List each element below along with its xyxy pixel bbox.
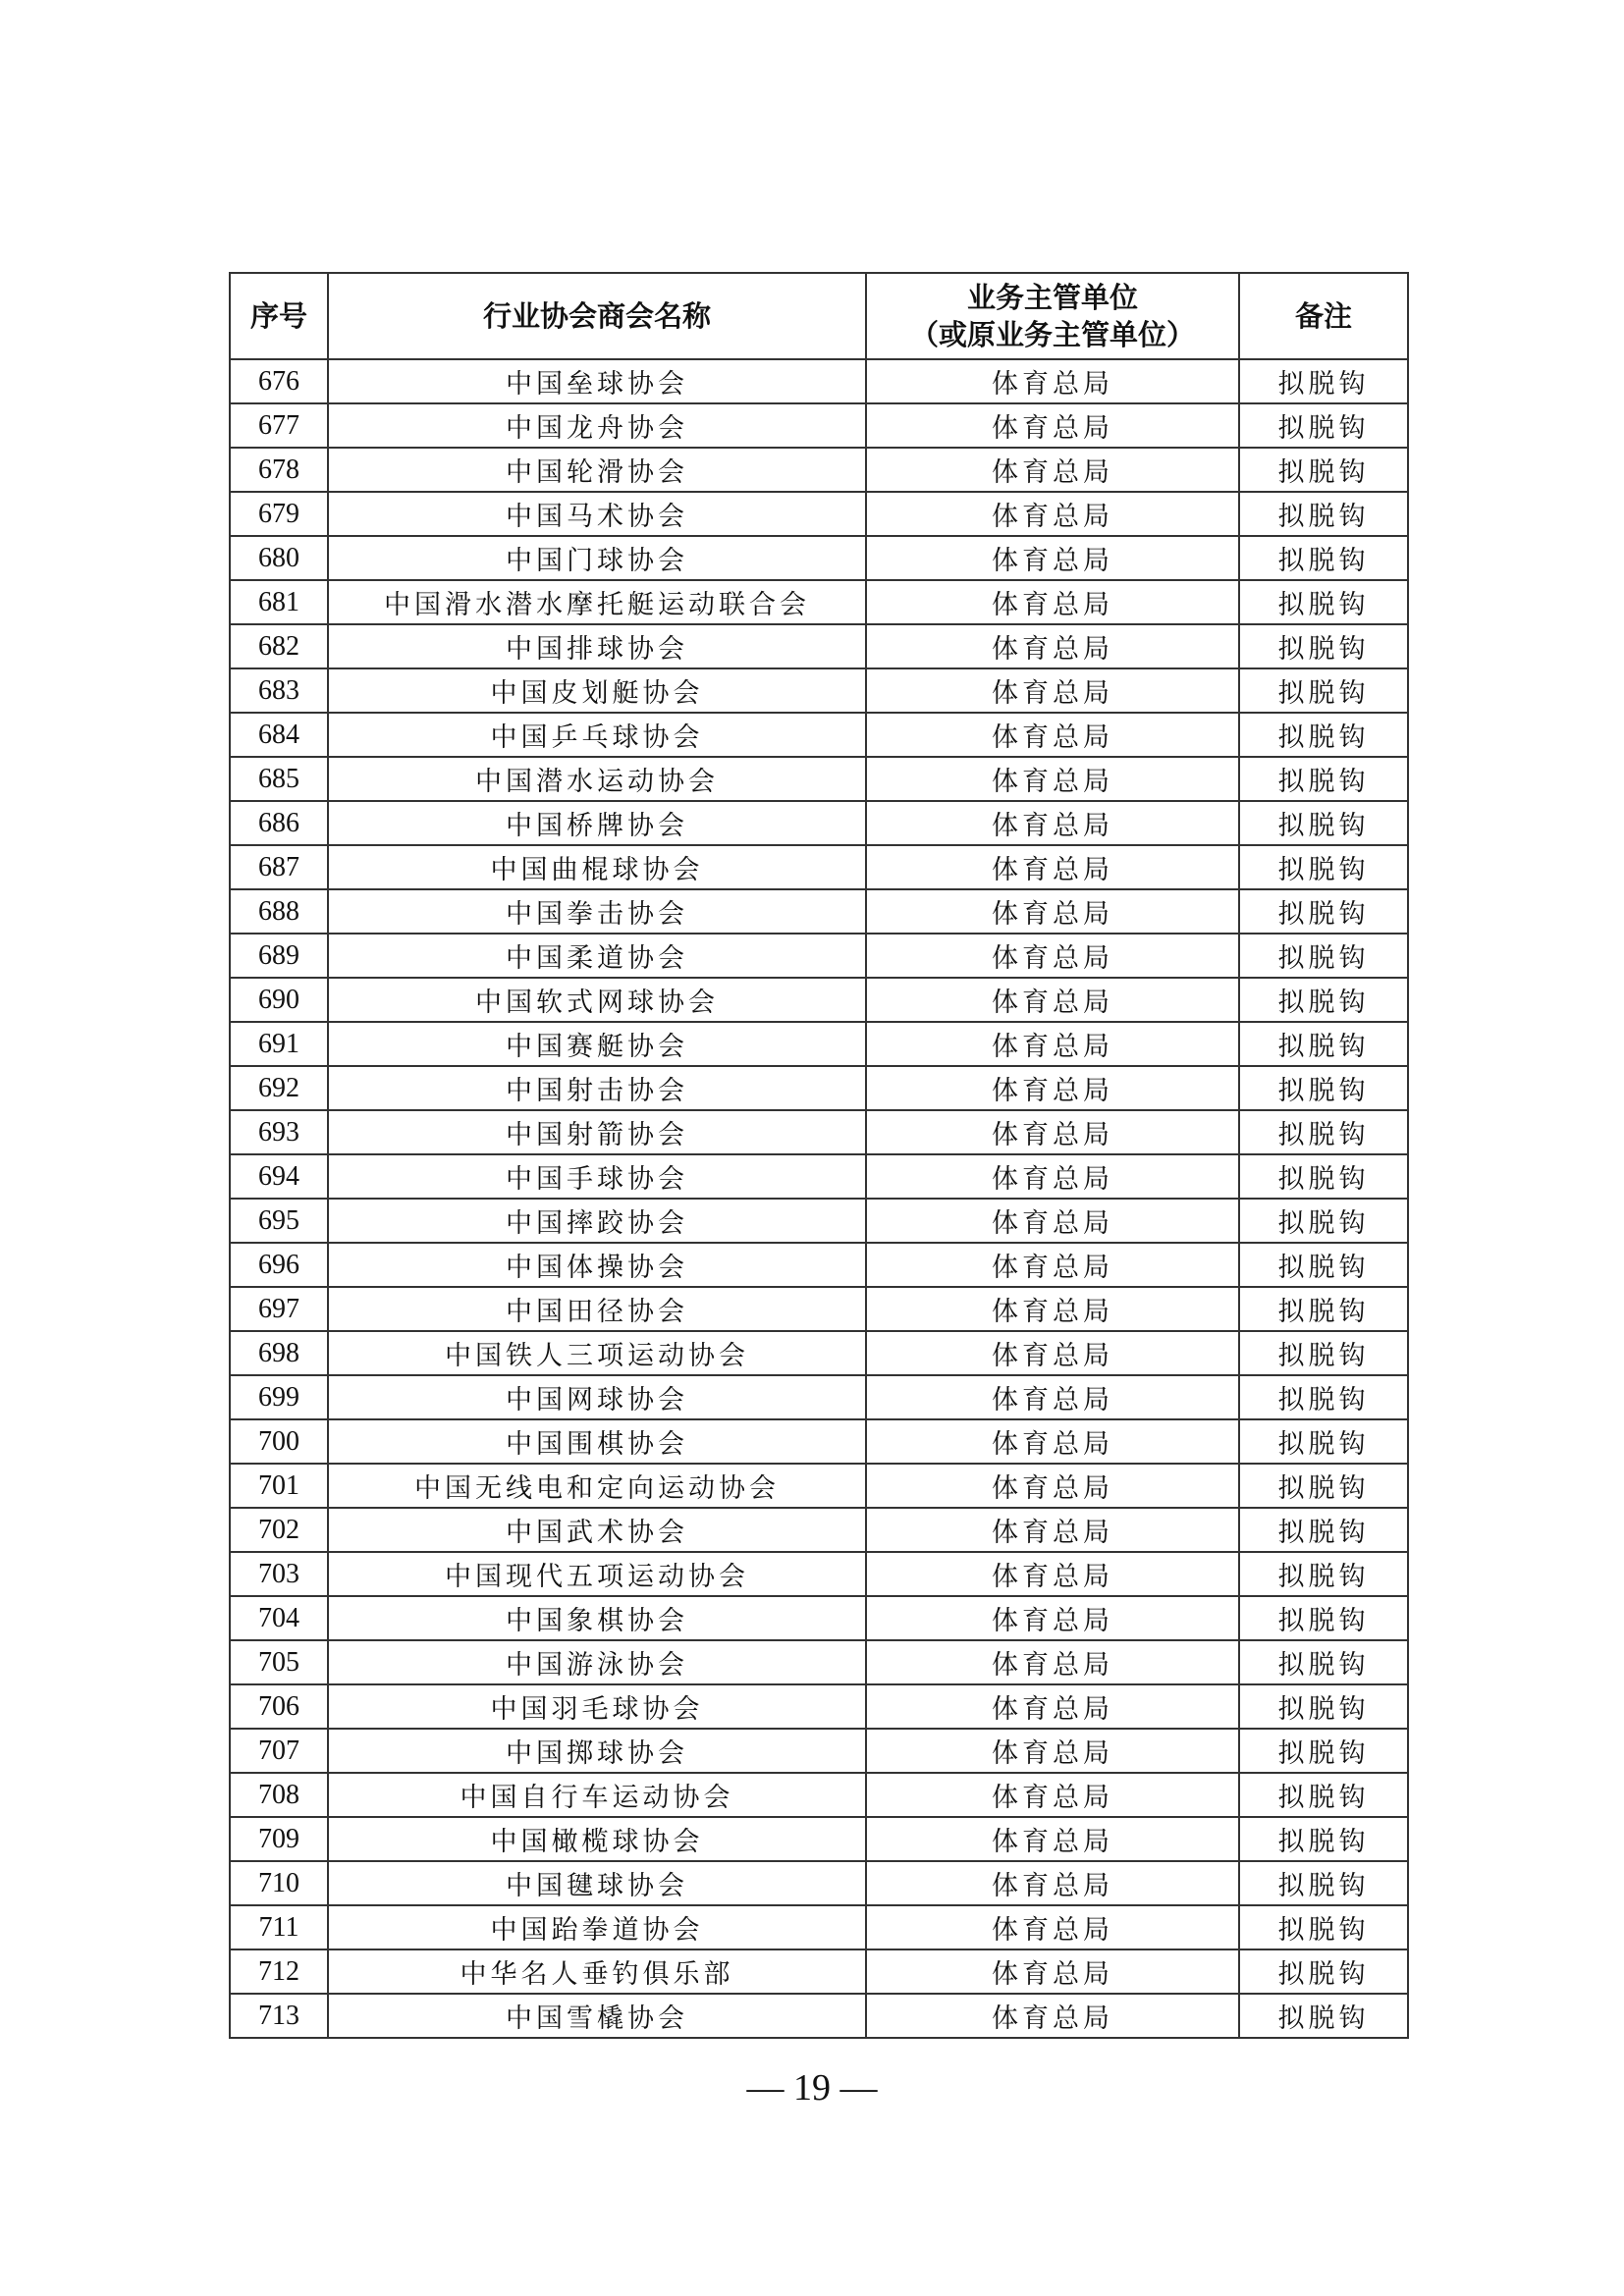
- remark: 拟脱钩: [1239, 801, 1408, 845]
- row-number: 692: [230, 1066, 328, 1110]
- supervising-unit: 体育总局: [866, 1243, 1239, 1287]
- supervising-unit: 体育总局: [866, 1905, 1239, 1949]
- remark: 拟脱钩: [1239, 1331, 1408, 1375]
- association-name: 中国垒球协会: [328, 359, 866, 403]
- table-row: [230, 1419, 1408, 1464]
- remark: 拟脱钩: [1239, 1287, 1408, 1331]
- table-row: [230, 1243, 1408, 1287]
- association-name: 中国射击协会: [328, 1066, 866, 1110]
- remark: 拟脱钩: [1239, 1243, 1408, 1287]
- association-name: 中国围棋协会: [328, 1419, 866, 1464]
- row-number: 691: [230, 1022, 328, 1066]
- supervising-unit: 体育总局: [866, 1110, 1239, 1154]
- association-name: 中国软式网球协会: [328, 978, 866, 1022]
- association-name: 中国橄榄球协会: [328, 1817, 866, 1861]
- association-name: 中国游泳协会: [328, 1640, 866, 1684]
- remark: 拟脱钩: [1239, 1552, 1408, 1596]
- remark: 拟脱钩: [1239, 1375, 1408, 1419]
- row-number: 687: [230, 845, 328, 889]
- supervising-unit: 体育总局: [866, 757, 1239, 801]
- table-row: [230, 1508, 1408, 1552]
- row-number: 707: [230, 1729, 328, 1773]
- supervising-unit: 体育总局: [866, 1287, 1239, 1331]
- table-row: [230, 1596, 1408, 1640]
- row-number: 688: [230, 889, 328, 934]
- association-name: 中国曲棍球协会: [328, 845, 866, 889]
- supervising-unit: 体育总局: [866, 1773, 1239, 1817]
- supervising-unit: 体育总局: [866, 1419, 1239, 1464]
- remark: 拟脱钩: [1239, 1464, 1408, 1508]
- association-name: 中国自行车运动协会: [328, 1773, 866, 1817]
- association-name: 中国田径协会: [328, 1287, 866, 1331]
- table-row: [230, 1154, 1408, 1199]
- table-row: [230, 1110, 1408, 1154]
- supervising-unit: 体育总局: [866, 1022, 1239, 1066]
- remark: 拟脱钩: [1239, 1949, 1408, 1994]
- supervising-unit: 体育总局: [866, 1640, 1239, 1684]
- supervising-unit: 体育总局: [866, 580, 1239, 624]
- remark: 拟脱钩: [1239, 1994, 1408, 2038]
- remark: 拟脱钩: [1239, 757, 1408, 801]
- supervising-unit: 体育总局: [866, 1508, 1239, 1552]
- table-row: [230, 889, 1408, 934]
- table-row: [230, 1773, 1408, 1817]
- table-body: [230, 359, 1408, 2038]
- remark: 拟脱钩: [1239, 448, 1408, 492]
- supervising-unit: 体育总局: [866, 624, 1239, 668]
- table-row: [230, 845, 1408, 889]
- row-number: 685: [230, 757, 328, 801]
- association-name: 中国摔跤协会: [328, 1199, 866, 1243]
- row-number: 689: [230, 934, 328, 978]
- header-row: [230, 273, 1408, 359]
- row-number: 679: [230, 492, 328, 536]
- remark: 拟脱钩: [1239, 713, 1408, 757]
- row-number: 680: [230, 536, 328, 580]
- row-number: 698: [230, 1331, 328, 1375]
- remark: 拟脱钩: [1239, 403, 1408, 448]
- association-name: 中国赛艇协会: [328, 1022, 866, 1066]
- association-name: 中国手球协会: [328, 1154, 866, 1199]
- row-number: 676: [230, 359, 328, 403]
- table-row: [230, 1994, 1408, 2038]
- row-number: 708: [230, 1773, 328, 1817]
- supervising-unit: 体育总局: [866, 801, 1239, 845]
- row-number: 711: [230, 1905, 328, 1949]
- remark: 拟脱钩: [1239, 1154, 1408, 1199]
- remark: 拟脱钩: [1239, 1508, 1408, 1552]
- table-row: [230, 448, 1408, 492]
- table-row: [230, 1375, 1408, 1419]
- table-row: [230, 403, 1408, 448]
- supervising-unit: 体育总局: [866, 448, 1239, 492]
- table-row: [230, 1022, 1408, 1066]
- association-name: 中国轮滑协会: [328, 448, 866, 492]
- header-authority-line1: 业务主管单位: [966, 281, 1138, 314]
- table-row: [230, 1464, 1408, 1508]
- association-name: 中华名人垂钓俱乐部: [328, 1949, 866, 1994]
- table-row: [230, 978, 1408, 1022]
- row-number: 697: [230, 1287, 328, 1331]
- remark: 拟脱钩: [1239, 1022, 1408, 1066]
- table-row: [230, 713, 1408, 757]
- table-row: [230, 934, 1408, 978]
- association-name: 中国跆拳道协会: [328, 1905, 866, 1949]
- association-name: 中国象棋协会: [328, 1596, 866, 1640]
- remark: 拟脱钩: [1239, 978, 1408, 1022]
- association-name: 中国乒乓球协会: [328, 713, 866, 757]
- row-number: 686: [230, 801, 328, 845]
- header-remark: 备注: [1239, 273, 1408, 359]
- supervising-unit: 体育总局: [866, 403, 1239, 448]
- remark: 拟脱钩: [1239, 1199, 1408, 1243]
- association-name: 中国马术协会: [328, 492, 866, 536]
- table-row: [230, 1331, 1408, 1375]
- row-number: 706: [230, 1684, 328, 1729]
- row-number: 677: [230, 403, 328, 448]
- row-number: 683: [230, 668, 328, 713]
- row-number: 693: [230, 1110, 328, 1154]
- supervising-unit: 体育总局: [866, 492, 1239, 536]
- header-authority: [866, 273, 1239, 359]
- supervising-unit: 体育总局: [866, 1331, 1239, 1375]
- association-name: 中国龙舟协会: [328, 403, 866, 448]
- supervising-unit: 体育总局: [866, 889, 1239, 934]
- supervising-unit: 体育总局: [866, 1199, 1239, 1243]
- association-name: 中国武术协会: [328, 1508, 866, 1552]
- remark: 拟脱钩: [1239, 359, 1408, 403]
- table-row: [230, 1684, 1408, 1729]
- supervising-unit: 体育总局: [866, 1375, 1239, 1419]
- association-name: 中国无线电和定向运动协会: [328, 1464, 866, 1508]
- association-name: 中国射箭协会: [328, 1110, 866, 1154]
- row-number: 694: [230, 1154, 328, 1199]
- remark: 拟脱钩: [1239, 536, 1408, 580]
- association-name: 中国现代五项运动协会: [328, 1552, 866, 1596]
- header-authority-line2: （或原业务主管单位）: [909, 318, 1195, 351]
- association-name: 中国羽毛球协会: [328, 1684, 866, 1729]
- row-number: 699: [230, 1375, 328, 1419]
- supervising-unit: 体育总局: [866, 1994, 1239, 2038]
- row-number: 701: [230, 1464, 328, 1508]
- association-name: 中国排球协会: [328, 624, 866, 668]
- supervising-unit: 体育总局: [866, 668, 1239, 713]
- row-number: 705: [230, 1640, 328, 1684]
- remark: 拟脱钩: [1239, 1684, 1408, 1729]
- row-number: 678: [230, 448, 328, 492]
- association-name: 中国皮划艇协会: [328, 668, 866, 713]
- supervising-unit: 体育总局: [866, 1817, 1239, 1861]
- page-number: — 19 —: [746, 2067, 878, 2109]
- table-row: [230, 624, 1408, 668]
- association-name: 中国潜水运动协会: [328, 757, 866, 801]
- header-name: 行业协会商会名称: [328, 273, 866, 359]
- table-row: [230, 1287, 1408, 1331]
- supervising-unit: 体育总局: [866, 1729, 1239, 1773]
- association-name: 中国铁人三项运动协会: [328, 1331, 866, 1375]
- association-name: 中国掷球协会: [328, 1729, 866, 1773]
- remark: 拟脱钩: [1239, 624, 1408, 668]
- supervising-unit: 体育总局: [866, 845, 1239, 889]
- row-number: 704: [230, 1596, 328, 1640]
- remark: 拟脱钩: [1239, 1066, 1408, 1110]
- table-row: [230, 536, 1408, 580]
- supervising-unit: 体育总局: [866, 1861, 1239, 1905]
- remark: 拟脱钩: [1239, 1905, 1408, 1949]
- remark: 拟脱钩: [1239, 580, 1408, 624]
- supervising-unit: 体育总局: [866, 934, 1239, 978]
- row-number: 703: [230, 1552, 328, 1596]
- table-row: [230, 1729, 1408, 1773]
- row-number: 712: [230, 1949, 328, 1994]
- remark: 拟脱钩: [1239, 1729, 1408, 1773]
- remark: 拟脱钩: [1239, 1640, 1408, 1684]
- table-header: [230, 273, 1408, 359]
- association-name: 中国门球协会: [328, 536, 866, 580]
- row-number: 710: [230, 1861, 328, 1905]
- table-row: [230, 1905, 1408, 1949]
- table-row: [230, 1640, 1408, 1684]
- remark: 拟脱钩: [1239, 845, 1408, 889]
- supervising-unit: 体育总局: [866, 1949, 1239, 1994]
- supervising-unit: 体育总局: [866, 1154, 1239, 1199]
- table-row: [230, 492, 1408, 536]
- association-name: 中国桥牌协会: [328, 801, 866, 845]
- association-name: 中国毽球协会: [328, 1861, 866, 1905]
- remark: 拟脱钩: [1239, 889, 1408, 934]
- association-name: 中国雪橇协会: [328, 1994, 866, 2038]
- remark: 拟脱钩: [1239, 1419, 1408, 1464]
- remark: 拟脱钩: [1239, 1861, 1408, 1905]
- row-number: 700: [230, 1419, 328, 1464]
- table-row: [230, 1949, 1408, 1994]
- supervising-unit: 体育总局: [866, 1066, 1239, 1110]
- remark: 拟脱钩: [1239, 934, 1408, 978]
- association-name: 中国体操协会: [328, 1243, 866, 1287]
- row-number: 702: [230, 1508, 328, 1552]
- remark: 拟脱钩: [1239, 668, 1408, 713]
- row-number: 713: [230, 1994, 328, 2038]
- association-name: 中国网球协会: [328, 1375, 866, 1419]
- table-row: [230, 1552, 1408, 1596]
- header-no: 序号: [230, 273, 328, 359]
- remark: 拟脱钩: [1239, 492, 1408, 536]
- table-row: [230, 1066, 1408, 1110]
- table-row: [230, 801, 1408, 845]
- association-name: 中国滑水潜水摩托艇运动联合会: [328, 580, 866, 624]
- table-row: [230, 1861, 1408, 1905]
- row-number: 690: [230, 978, 328, 1022]
- association-name: 中国拳击协会: [328, 889, 866, 934]
- row-number: 684: [230, 713, 328, 757]
- supervising-unit: 体育总局: [866, 978, 1239, 1022]
- table-row: [230, 580, 1408, 624]
- association-name: 中国柔道协会: [328, 934, 866, 978]
- remark: 拟脱钩: [1239, 1596, 1408, 1640]
- row-number: 682: [230, 624, 328, 668]
- row-number: 695: [230, 1199, 328, 1243]
- supervising-unit: 体育总局: [866, 713, 1239, 757]
- supervising-unit: 体育总局: [866, 536, 1239, 580]
- supervising-unit: 体育总局: [866, 1552, 1239, 1596]
- remark: 拟脱钩: [1239, 1773, 1408, 1817]
- remark: 拟脱钩: [1239, 1817, 1408, 1861]
- supervising-unit: 体育总局: [866, 359, 1239, 403]
- remark: 拟脱钩: [1239, 1110, 1408, 1154]
- supervising-unit: 体育总局: [866, 1464, 1239, 1508]
- supervising-unit: 体育总局: [866, 1684, 1239, 1729]
- table-row: [230, 757, 1408, 801]
- supervising-unit: 体育总局: [866, 1596, 1239, 1640]
- association-table: [229, 272, 1409, 2039]
- row-number: 709: [230, 1817, 328, 1861]
- table-row: [230, 1817, 1408, 1861]
- table-row: [230, 359, 1408, 403]
- table-row: [230, 668, 1408, 713]
- row-number: 681: [230, 580, 328, 624]
- row-number: 696: [230, 1243, 328, 1287]
- table-row: [230, 1199, 1408, 1243]
